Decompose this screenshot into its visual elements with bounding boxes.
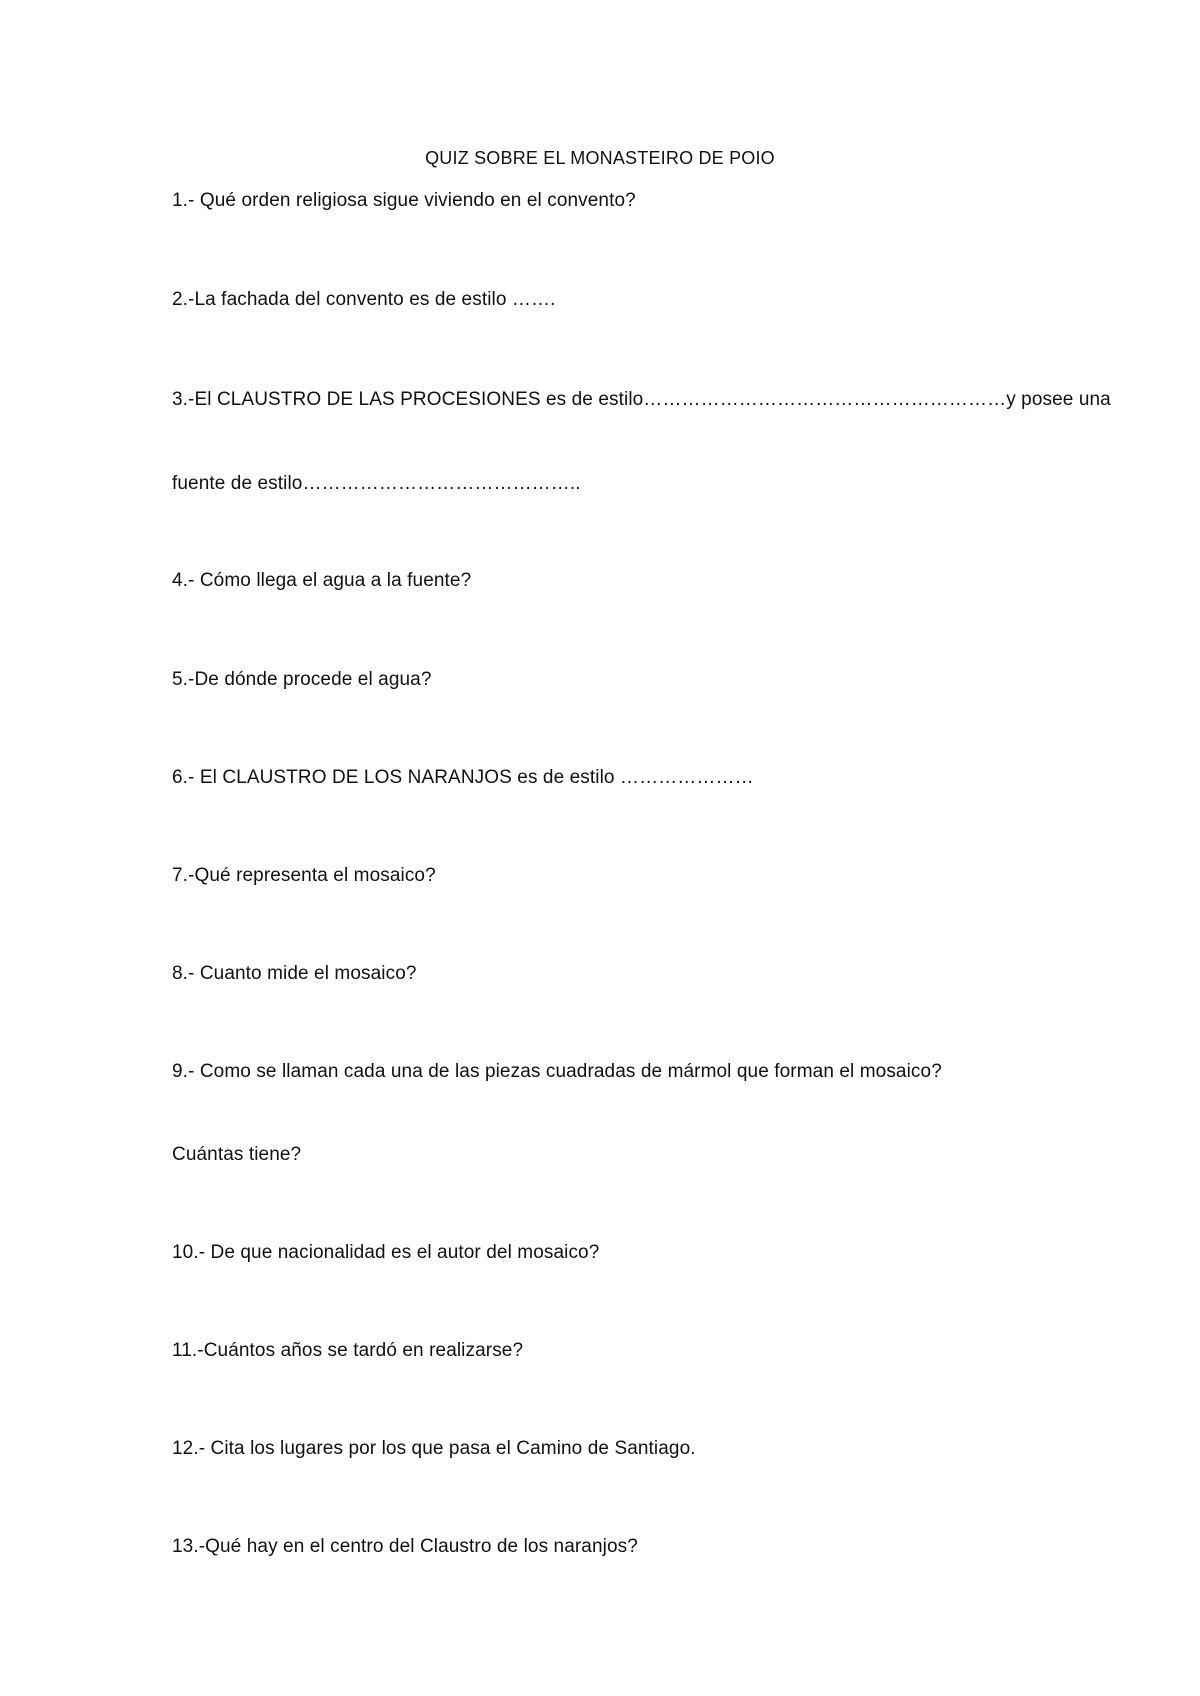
question-7: 7.-Qué representa el mosaico? — [172, 865, 436, 886]
question-9-continuation: Cuántas tiene? — [172, 1144, 302, 1165]
question-3: 3.-El CLAUSTRO DE LAS PROCESIONES es de estilo…………………………………………………y posee una — [172, 389, 1111, 410]
question-4: 4.- Cómo llega el agua a la fuente? — [172, 570, 472, 591]
question-2: 2.-La fachada del convento es de estilo ……. — [172, 289, 556, 310]
question-13: 13.-Qué hay en el centro del Claustro de los naranjos? — [172, 1536, 638, 1557]
question-10: 10.- De que nacionalidad es el autor del mosaico? — [172, 1242, 600, 1263]
question-8: 8.- Cuanto mide el mosaico? — [172, 963, 417, 984]
question-11: 11.-Cuántos años se tardó en realizarse? — [172, 1340, 524, 1361]
question-6: 6.- El CLAUSTRO DE LOS NARANJOS es de estilo ………………… — [172, 767, 754, 788]
question-3-continuation: fuente de estilo…………………………………….. — [172, 473, 581, 494]
question-5: 5.-De dónde procede el agua? — [172, 669, 432, 690]
question-9: 9.- Como se llaman cada una de las piezas cuadradas de mármol que forman el mosaico? — [172, 1061, 942, 1082]
question-1: 1.- Qué orden religiosa sigue viviendo en el convento? — [172, 190, 636, 211]
question-12: 12.- Cita los lugares por los que pasa el Camino de Santiago. — [172, 1438, 696, 1459]
document-title: QUIZ SOBRE EL MONASTEIRO DE POIO — [425, 148, 775, 168]
